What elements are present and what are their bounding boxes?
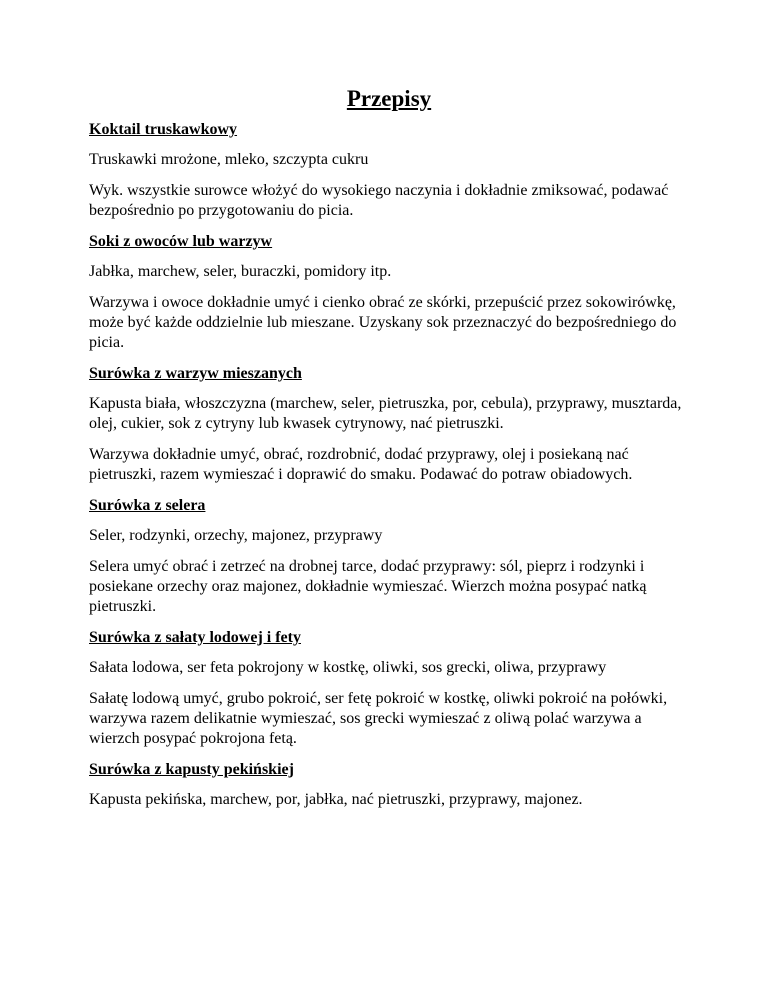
recipe-surowka-z-kapusty [89,760,689,810]
recipe-heading: Surówka z sałaty lodowej i fety [89,629,301,646]
recipe-ingredients: Sałata lodowa, ser feta pokrojony w kostkę, oliwki, sos grecki, oliwa, przyprawy [89,659,607,676]
recipe-instructions: Wyk. wszystkie surowce włożyć do wysokiego naczynia i dokładnie zmiksować, podawać bezpośrednio po przygotowaniu do picia. [89,182,669,219]
recipe-ingredients: Jabłka, marchew, seler, buraczki, pomidory itp. [89,263,392,280]
recipe-koktail-truskawkowy [89,120,689,221]
recipe-surowka-z-warzyw [89,364,689,485]
recipe-instructions: Selera umyć obrać i zetrzeć na drobnej tarce, dodać przyprawy: sól, pieprz i rodzynki i posiekane orzechy oraz majonez, dokładnie wymieszać. Wierzch można posypać natką pietruszki. [89,558,647,615]
recipe-instructions: Sałatę lodową umyć, grubo pokroić, ser fetę pokroić w kostkę, oliwki pokroić na połówki, warzywa razem delikatnie wymieszać, sos grecki wymieszać z oliwą polać warzywa a wierzch posypać pokrojona fetą. [89,690,668,747]
recipe-ingredients: Kapusta pekińska, marchew, por, jabłka, nać pietruszki, przyprawy, majonez. [89,791,583,808]
recipe-soki-z-owocow [89,232,689,353]
recipe-surowka-z-selera [89,496,689,617]
recipe-heading: Koktail truskawkowy [89,121,238,138]
recipe-heading: Surówka z selera [89,497,206,514]
recipe-heading: Surówka z warzyw mieszanych [89,365,302,382]
recipe-ingredients: Seler, rodzynki, orzechy, majonez, przyprawy [89,527,383,544]
document-title: Przepisy [346,86,432,111]
recipe-heading: Surówka z kapusty pekińskiej [89,761,294,778]
recipe-heading: Soki z owoców lub warzyw [89,233,273,250]
document-page [89,84,689,821]
recipe-ingredients: Kapusta biała, włoszczyzna (marchew, seler, pietruszka, por, cebula), przyprawy, musztarda, olej, cukier, sok z cytryny lub kwasek cytrynowy, nać pietruszki. [89,395,682,432]
recipe-ingredients: Truskawki mrożone, mleko, szczypta cukru [89,151,369,168]
recipe-instructions: Warzywa dokładnie umyć, obrać, rozdrobnić, dodać przyprawy, olej i posiekaną nać pietruszki, razem wymieszać i doprawić do smaku. Podawać do potraw obiadowych. [89,446,633,483]
recipe-instructions: Warzywa i owoce dokładnie umyć i cienko obrać ze skórki, przepuścić przez sokowirówkę, może być każde oddzielnie lub mieszane. Uzyskany sok przeznaczyć do bezpośredniego do picia. [89,294,677,351]
recipe-surowka-z-salaty [89,628,689,749]
